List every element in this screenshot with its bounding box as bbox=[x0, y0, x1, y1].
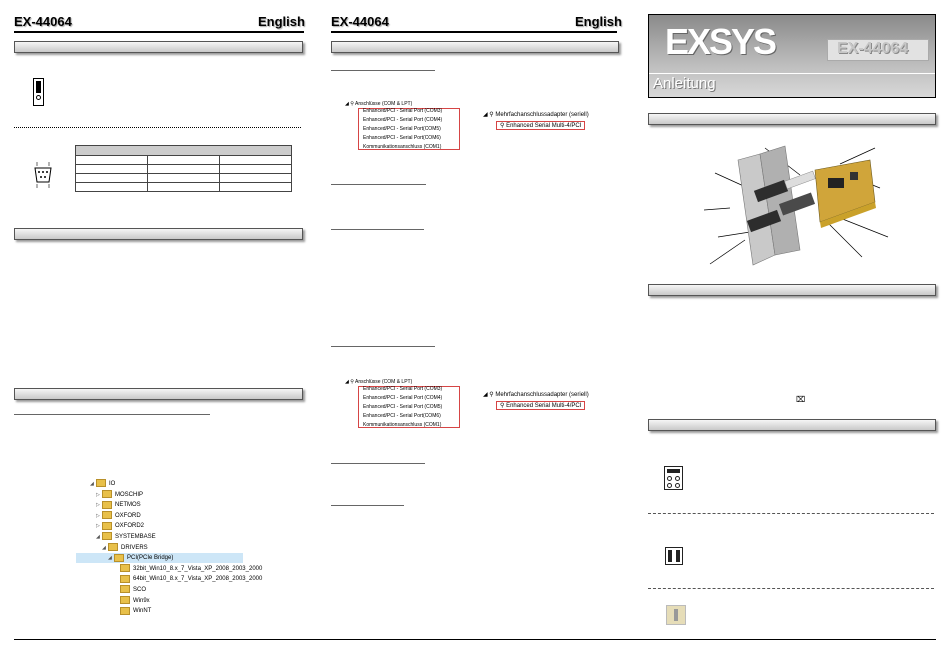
device-category-icon: ◢ ⚲ bbox=[483, 112, 496, 118]
footer-rule bbox=[14, 639, 936, 640]
folder-tree-row[interactable] bbox=[76, 553, 243, 563]
expand-arrow-icon[interactable]: ▷ bbox=[96, 512, 100, 519]
folder-label: MOSCHIP bbox=[115, 491, 144, 498]
section-bar bbox=[14, 388, 303, 400]
adapter-icon: ⚲ bbox=[500, 403, 507, 409]
brand-logo: EXSYS bbox=[665, 21, 776, 62]
device-category-icon: ◢ ⚲ bbox=[345, 101, 356, 107]
folder-tree-row[interactable] bbox=[76, 585, 243, 595]
language-label-mid: English bbox=[575, 14, 622, 29]
port-item: Enhanced/PCI - Serial Port (COM3) bbox=[363, 386, 443, 392]
section-bar bbox=[331, 41, 619, 53]
section-underline bbox=[14, 414, 210, 415]
folder-icon bbox=[108, 543, 118, 551]
folder-icon bbox=[102, 490, 112, 498]
folder-icon bbox=[120, 575, 130, 583]
expand-arrow-icon[interactable]: ▷ bbox=[96, 502, 100, 509]
adapter-group-label: Mehrfachanschlussadapter (seriell) bbox=[495, 112, 589, 118]
folder-tree-row[interactable] bbox=[76, 532, 243, 542]
section-bar bbox=[648, 113, 936, 125]
folder-icon bbox=[120, 564, 130, 572]
expand-arrow-icon[interactable]: ▷ bbox=[96, 491, 100, 498]
folder-icon bbox=[102, 522, 112, 530]
port-item: Kommunikationsanschluss (COM1) bbox=[363, 144, 442, 150]
model-title-left: EX-44064 bbox=[14, 14, 72, 29]
folder-label: IO bbox=[109, 481, 116, 487]
cover-banner bbox=[648, 14, 936, 98]
cover-model-label: EX-44064 bbox=[837, 40, 909, 57]
device-category-icon: ◢ ⚲ bbox=[483, 392, 496, 398]
expand-arrow-icon[interactable]: ◢ bbox=[102, 544, 106, 551]
multiport-adapter-tree-1 bbox=[483, 111, 608, 136]
folder-icon bbox=[102, 501, 112, 509]
folder-label: NETMOS bbox=[115, 502, 141, 509]
folder-icon bbox=[120, 596, 130, 604]
folder-icon bbox=[102, 532, 112, 540]
port-item: Enhanced/PCI - Serial Port(COM6) bbox=[363, 413, 441, 419]
db9-connector-icon bbox=[32, 162, 54, 188]
folder-label: SYSTEMBASE bbox=[115, 534, 156, 540]
folder-icon bbox=[114, 554, 124, 562]
folder-label: 64bit_Win10_8.x_7_Vista_XP_2008_2003_2000 bbox=[133, 576, 263, 583]
folder-tree-row[interactable] bbox=[76, 606, 243, 616]
folder-tree-row[interactable] bbox=[76, 574, 263, 584]
header-rule-mid bbox=[331, 31, 617, 33]
folder-label: WinNT bbox=[133, 608, 152, 615]
device-category-icon: ◢ ⚲ bbox=[345, 379, 356, 385]
port-item: Enhanced/PCI - Serial Port(COM6) bbox=[363, 135, 441, 141]
folder-tree-row[interactable] bbox=[76, 479, 243, 489]
expand-arrow-icon[interactable]: ▷ bbox=[96, 523, 100, 530]
section-underline bbox=[331, 346, 435, 347]
folder-tree-row[interactable] bbox=[76, 500, 243, 510]
section-divider bbox=[648, 513, 934, 514]
adapter-label: Enhanced Serial Multi-4/PCI bbox=[506, 123, 582, 129]
multiport-adapter-tree-2 bbox=[483, 391, 608, 416]
device-manager-tree-2 bbox=[345, 378, 465, 428]
port-item: Enhanced/PCI - Serial Port (COM4) bbox=[363, 117, 443, 123]
folder-label: OXFORD bbox=[115, 512, 141, 519]
port-item: Kommunikationsanschluss (COM1) bbox=[363, 422, 442, 428]
folder-icon bbox=[96, 479, 106, 487]
model-title-mid: EX-44064 bbox=[331, 14, 389, 29]
folder-label: PCI(PCIe Bridge) bbox=[127, 555, 174, 562]
section-divider bbox=[648, 588, 934, 589]
folder-tree-row[interactable] bbox=[76, 564, 263, 574]
folder-label: Win9x bbox=[133, 597, 150, 604]
folder-icon bbox=[120, 585, 130, 593]
adapter-group-label: Mehrfachanschlussadapter (seriell) bbox=[495, 392, 589, 398]
section-underline bbox=[331, 463, 425, 464]
jumper-setting-icon bbox=[664, 466, 683, 490]
folder-label: DRIVERS bbox=[121, 544, 148, 551]
connector-icon bbox=[666, 605, 686, 625]
device-group-label: Anschlüsse (COM & LPT) bbox=[355, 101, 413, 107]
port-item: Enhanced/PCI - Serial Port (COM4) bbox=[363, 395, 443, 401]
section-divider bbox=[14, 127, 301, 128]
expand-arrow-icon[interactable]: ◢ bbox=[108, 555, 112, 562]
expand-arrow-icon[interactable]: ◢ bbox=[96, 534, 100, 540]
section-underline bbox=[331, 70, 435, 71]
folder-tree-row[interactable] bbox=[76, 490, 243, 500]
driver-folder-tree bbox=[76, 479, 263, 619]
port-item: Enhanced/PCI - Serial Port(COM5) bbox=[363, 126, 441, 132]
jumper-icon bbox=[33, 78, 44, 106]
section-bar bbox=[648, 419, 936, 431]
folder-tree-row[interactable] bbox=[76, 521, 243, 531]
cover-subtitle: Anleitung bbox=[653, 75, 716, 92]
adapter-label: Enhanced Serial Multi-4/PCI bbox=[506, 403, 582, 409]
folder-icon bbox=[120, 607, 130, 615]
section-bar bbox=[648, 284, 936, 296]
device-group-label: Anschlüsse (COM & LPT) bbox=[355, 379, 413, 385]
weee-bin-icon: ⌧ bbox=[796, 395, 806, 404]
device-manager-tree-1 bbox=[345, 100, 465, 150]
pcie-card-image bbox=[700, 140, 890, 270]
folder-icon bbox=[102, 511, 112, 519]
jumper-setting-icon bbox=[665, 547, 683, 565]
port-item: Enhanced/PCI - Serial Port (COM3) bbox=[363, 108, 443, 114]
folder-label: 32bit_Win10_8.x_7_Vista_XP_2008_2003_2000 bbox=[133, 565, 263, 572]
adapter-icon: ⚲ bbox=[500, 123, 507, 129]
folder-label: OXFORD2 bbox=[115, 523, 145, 530]
folder-label: SCO bbox=[133, 587, 147, 593]
port-item: Enhanced/PCI - Serial Port (COM5) bbox=[363, 404, 443, 410]
header-rule-left bbox=[14, 31, 304, 33]
section-underline bbox=[331, 184, 426, 185]
language-label-left: English bbox=[258, 14, 305, 29]
folder-tree-row[interactable] bbox=[76, 511, 243, 521]
expand-arrow-icon[interactable]: ◢ bbox=[90, 481, 94, 487]
section-bar bbox=[14, 41, 303, 53]
section-bar bbox=[14, 228, 303, 240]
section-underline bbox=[331, 505, 404, 506]
folder-tree-row[interactable] bbox=[76, 543, 243, 553]
pin-assignment-table bbox=[75, 145, 292, 192]
section-underline bbox=[331, 229, 424, 230]
folder-tree-row[interactable] bbox=[76, 596, 243, 606]
